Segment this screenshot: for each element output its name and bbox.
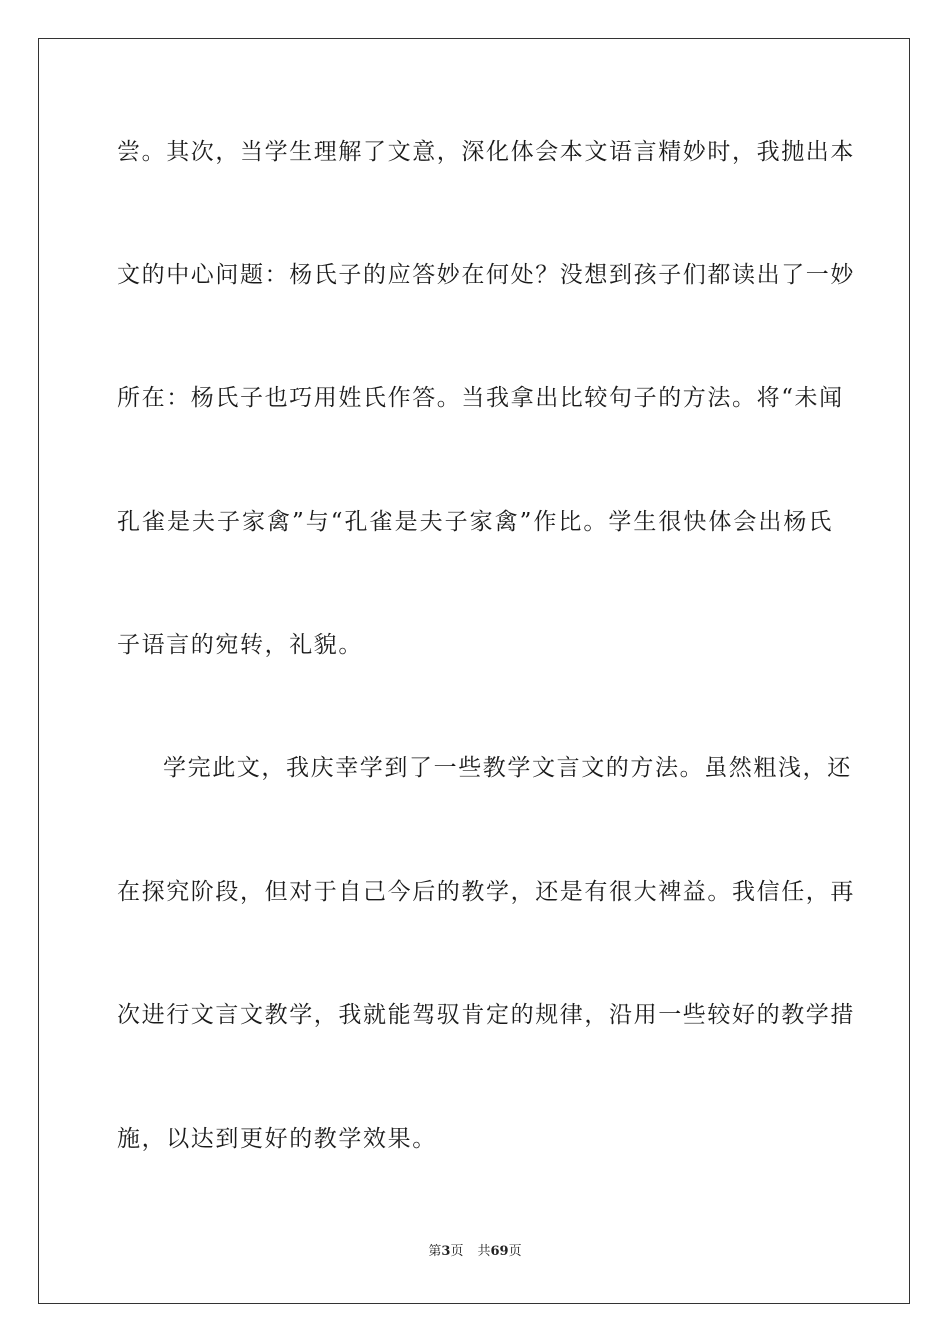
page-suffix: 页 bbox=[450, 1244, 464, 1259]
text-line: 尝。其次，当学生理解了文意，深化体会本文语言精妙时，我抛出本 bbox=[117, 139, 855, 165]
text-line: 文的中心问题：杨氏子的应答妙在何处？没想到孩子们都读出了一妙 bbox=[117, 262, 855, 288]
total-suffix: 页 bbox=[508, 1244, 522, 1259]
page-prefix: 第 bbox=[428, 1244, 442, 1259]
text-line: 施，以达到更好的教学效果。 bbox=[117, 1126, 437, 1152]
page-number: 3 bbox=[441, 1244, 451, 1259]
total-pages: 69 bbox=[490, 1244, 509, 1259]
text-line: 在探究阶段，但对于自己今后的教学，还是有很大裨益。我信任，再 bbox=[117, 879, 855, 905]
text-line: 所在：杨氏子也巧用姓氏作答。当我拿出比较句子的方法。将“未闻 bbox=[117, 385, 844, 411]
text-line: 次进行文言文教学，我就能驾驭肯定的规律，沿用一些较好的教学措 bbox=[117, 1002, 855, 1028]
text-line: 子语言的宛转，礼貌。 bbox=[117, 632, 363, 658]
text-line: 学完此文，我庆幸学到了一些教学文言文的方法。虽然粗浅，还 bbox=[163, 755, 852, 781]
text-line: 孔雀是夫子家禽”与“孔雀是夫子家禽”作比。学生很快体会出杨氏 bbox=[117, 509, 833, 535]
page-footer bbox=[0, 1243, 950, 1261]
total-prefix: 共 bbox=[477, 1244, 491, 1259]
page-border bbox=[38, 38, 910, 1304]
